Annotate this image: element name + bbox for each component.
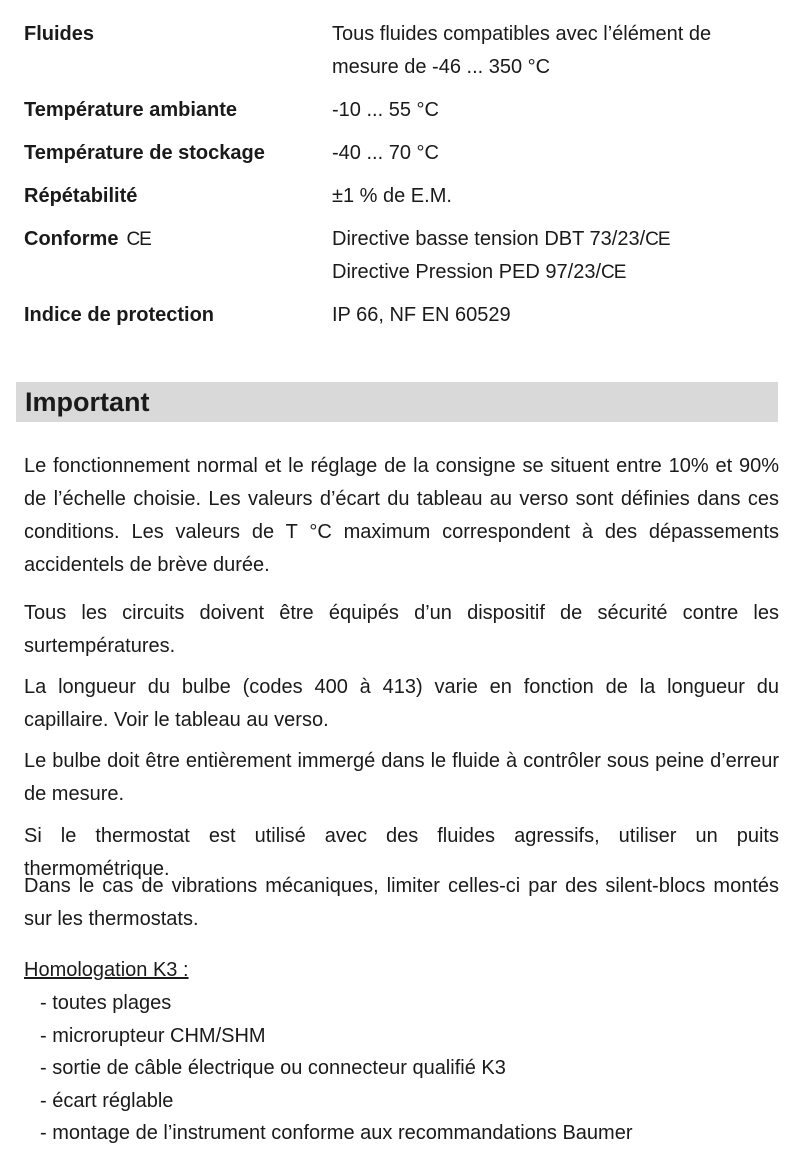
spec-value: [332, 180, 784, 213]
spec-value-line: [332, 256, 784, 289]
spec-label-conforme: [24, 223, 332, 256]
spec-row-fluides: [24, 18, 784, 84]
homologation-title: Homologation K3 :: [24, 959, 189, 981]
section-title: Important: [25, 387, 150, 417]
directive-text: Directive Pression PED 97/23/: [332, 261, 602, 283]
spec-value-line: ±1 % de E.M.: [332, 185, 452, 207]
spec-value: [332, 94, 784, 127]
spec-label: Répétabilité: [24, 185, 138, 207]
paragraph: Si le thermostat est utilisé avec des fluides agressifs, utiliser un puits thermométrique.: [24, 825, 779, 880]
spec-value-line: Tous fluides compatibles avec l’élément de: [332, 23, 712, 45]
spec-value-line: [332, 223, 784, 256]
important-paragraph-6: [24, 870, 779, 936]
spec-table: [24, 18, 784, 342]
paragraph: Dans le cas de vibrations mécaniques, limiter celles-ci par des silent-blocs montés sur les thermostats.: [24, 875, 779, 930]
spec-label: Indice de protection: [24, 304, 215, 326]
homologation-section: [24, 954, 779, 1150]
spec-value: [332, 299, 784, 332]
spec-row-temperature-stockage: [24, 137, 784, 170]
spec-label: Température ambiante: [24, 99, 238, 121]
important-paragraph-2: [24, 597, 779, 663]
spec-value-line: mesure de -46 ... 350 °C: [332, 56, 551, 78]
directive-text: Directive basse tension DBT 73/23/: [332, 228, 646, 250]
paragraph: La longueur du bulbe (codes 400 à 413) varie en fonction de la longueur du capillaire. Voir le tableau au verso.: [24, 676, 779, 731]
spec-row-conforme: [24, 223, 784, 289]
ce-mark-icon: CE: [645, 229, 670, 250]
ce-mark-icon: CE: [126, 229, 151, 250]
spec-value: [332, 18, 784, 84]
spec-value: [332, 223, 784, 289]
spec-row-indice-protection: [24, 299, 784, 332]
spec-value-line: IP 66, NF EN 60529: [332, 304, 511, 326]
important-section-header: [16, 382, 778, 422]
spec-label: Température de stockage: [24, 142, 265, 164]
list-item: - microrupteur CHM/SHM: [40, 1024, 266, 1047]
spec-label: Fluides: [24, 23, 95, 45]
ce-mark-icon: CE: [601, 262, 626, 283]
paragraph: Tous les circuits doivent être équipés d’un dispositif de sécurité contre les surtempératures.: [24, 602, 779, 657]
paragraph: Le bulbe doit être entièrement immergé dans le fluide à contrôler sous peine d’erreur de mesure.: [24, 750, 779, 805]
spec-value-line: -10 ... 55 °C: [332, 99, 439, 121]
paragraph: Le fonctionnement normal et le réglage de la consigne se situent entre 10% et 90% de l’échelle choisie. Les valeurs d’écart du tableau au verso sont définies dans ces conditions. Les valeurs de T °C maximum correspondent à des dépassements accidentels de brève durée.: [24, 455, 779, 576]
important-paragraph-1: [24, 450, 779, 582]
spec-row-repetabilite: [24, 180, 784, 213]
list-item: - montage de l’instrument conforme aux recommandations Baumer: [40, 1122, 633, 1144]
spec-row-temperature-ambiante: [24, 94, 784, 127]
homologation-list: [24, 987, 779, 1150]
list-item: - écart réglable: [40, 1089, 174, 1112]
list-item: - sortie de câble électrique ou connecteur qualifié K3: [40, 1057, 506, 1079]
important-paragraph-3: [24, 671, 779, 737]
spec-value-line: -40 ... 70 °C: [332, 142, 439, 164]
spec-value: [332, 137, 784, 170]
list-item: - toutes plages: [40, 992, 172, 1014]
spec-label-text: Conforme: [24, 228, 119, 250]
important-paragraph-4: [24, 745, 779, 811]
